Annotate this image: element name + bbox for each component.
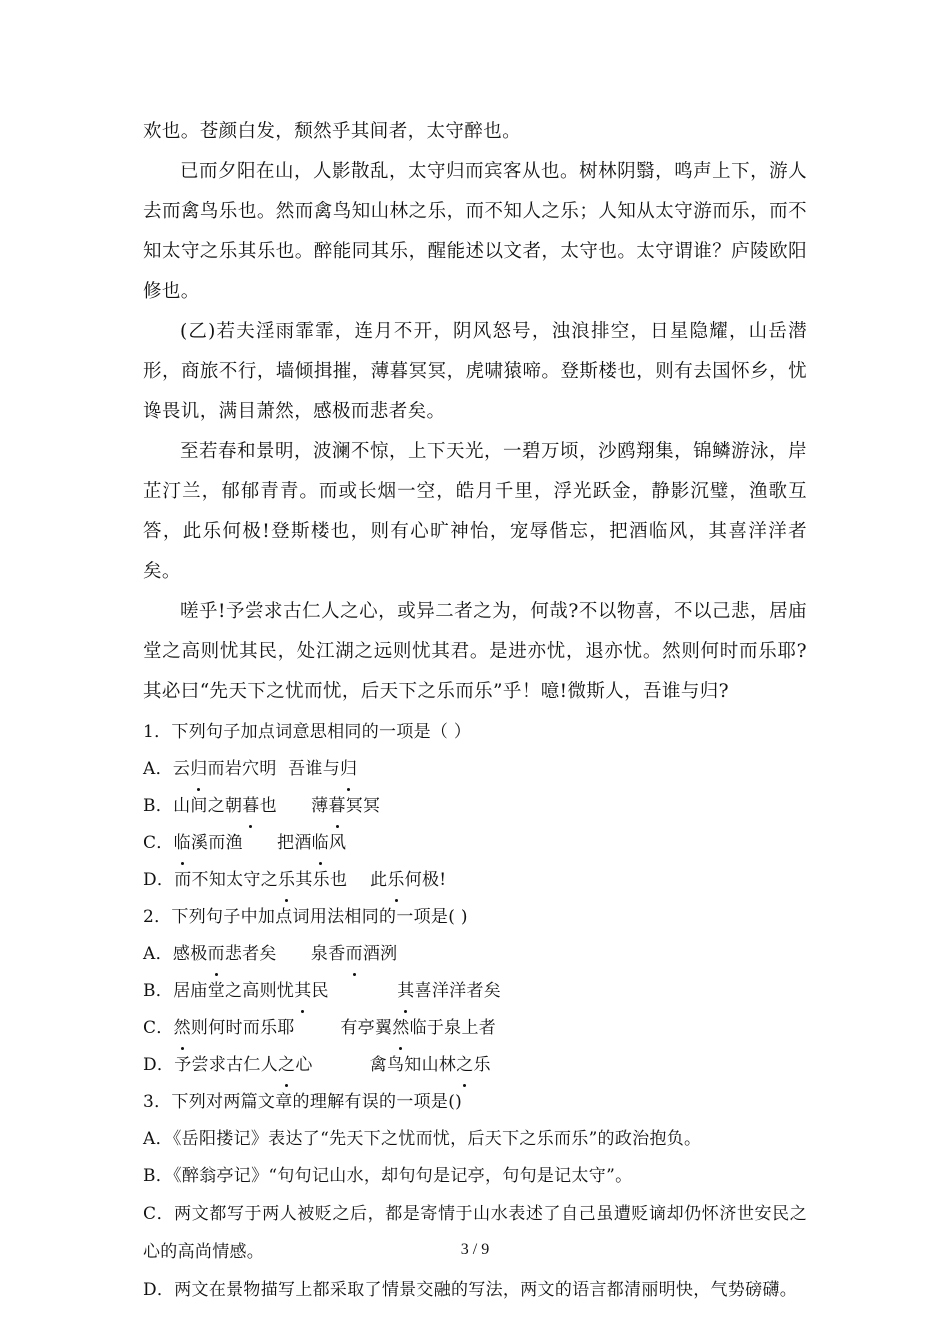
emphasis-dot-char: 暮	[242, 788, 259, 825]
emphasis-dot-char: 归	[340, 751, 357, 788]
passage-paragraph: 至若春和景明，波澜不惊，上下天光，一碧万顷，沙鸥翔集，锦鳞游泳，岸芷汀兰，郁郁青青。而或长烟一空，皓月千里，浮光跃金，静影沉璧，渔歌互答，此乐何极!登斯楼也，则有心旷神怡，宠辱偕忘，把酒临风，其喜洋洋者矣。	[143, 441, 807, 582]
emphasis-dot-char: 其	[397, 973, 414, 1010]
page-number: 3 / 9	[460, 1241, 490, 1258]
passage-paragraph: 欢也。苍颜白发，颓然乎其间者，太守醉也。	[143, 121, 522, 142]
question-2-option-d: D．予尝求古仁人之心 禽鸟知山林之乐	[143, 1047, 807, 1084]
document-body	[143, 112, 807, 1309]
emphasis-dot-char: 其	[294, 973, 311, 1010]
passage-paragraph: 已而夕阳在山，人影散乱，太守归而宾客从也。树林阴翳，鸣声上下，游人去而禽鸟乐也。然而禽鸟知山林之乐，而不知人之乐；人知从太守游而乐，而不知太守之乐其乐也。醉能同其乐，醒能述以文者，太守也。太守谓谁？庐陵欧阳修也。	[143, 161, 807, 302]
question-2-option-b: B．居庙堂之高则忧其民 其喜洋洋者矣	[143, 973, 807, 1010]
question-1-option-c: C．临溪而渔 把酒临风	[143, 825, 807, 862]
question-1-option-d: D．而不知太守之乐其乐也 此乐何极!	[143, 862, 807, 899]
emphasis-dot-char: 而	[346, 936, 363, 973]
question-2-option-c: C．然则何时而乐耶 有亭翼然临于泉上者	[143, 1010, 807, 1047]
emphasis-dot-char: 然	[392, 1010, 409, 1047]
emphasis-dot-char: 乐	[387, 862, 404, 899]
emphasis-dot-char: 之	[456, 1047, 473, 1084]
question-1-option-b: B．山间之朝暮也 薄暮冥冥	[143, 788, 807, 825]
emphasis-dot-char: 乐	[278, 862, 295, 899]
emphasis-dot-char: 然	[174, 1010, 191, 1047]
question-3-option-a: A．《岳阳搂记》表达了“先天下之忧而忧，后天下之乐而乐”的政治抱负。	[143, 1129, 702, 1149]
emphasis-dot-char: 临	[312, 825, 329, 862]
question-2-stem: 2．下列句子中加点词用法相同的一项是( )	[143, 907, 468, 927]
question-2-option-a: A．感极而悲者矣 泉香而酒洌	[143, 936, 807, 973]
passage-paragraph: 嗟乎!予尝求古仁人之心，或异二者之为，何哉?不以物喜，不以己悲，居庙堂之高则忧其民，处江湖之远则忧其君。是进亦忧，退亦忧。然则何时而乐耶?其必曰“先天下之忧而忧，后天下之乐而乐”乎！噫!微斯人，吾谁与归?	[143, 601, 807, 702]
question-3-option-b: B．《醉翁亭记》“句句记山水，却句句是记亭，句句是记太守”。	[143, 1166, 633, 1186]
question-1-option-a: A．云归而岩穴明 吾谁与归	[143, 751, 807, 788]
emphasis-dot-char: 临	[174, 825, 191, 862]
passage-paragraph: (乙)若夫淫雨霏霏，连月不开，阴风怒号，浊浪排空，日星隐耀，山岳潜形，商旅不行，墙倾揖摧，薄暮冥冥，虎啸猿啼。登斯楼也，则有去国怀乡，忧谗畏讥，满目萧然，感极而悲者矣。	[143, 321, 807, 422]
emphasis-dot-char: 暮	[328, 788, 345, 825]
question-1-stem: 1．下列句子加点词意思相同的一项是（ ）	[143, 722, 472, 742]
question-3-option-c: C．两文都写于两人被贬之后，都是寄情于山水表述了自己虽遭贬谪却仍怀济世安民之心的高尚情感。	[143, 1204, 807, 1262]
emphasis-dot-char: 而	[208, 936, 225, 973]
question-3-option-d: D．两文在景物描写上都采取了情景交融的写法，两文的语言都清丽明快，气势磅礴。	[143, 1280, 798, 1300]
emphasis-dot-char: 之	[278, 1047, 295, 1084]
emphasis-dot-char: 归	[190, 751, 207, 788]
question-3-stem: 3．下列对两篇文章的理解有误的一项是()	[143, 1092, 463, 1112]
